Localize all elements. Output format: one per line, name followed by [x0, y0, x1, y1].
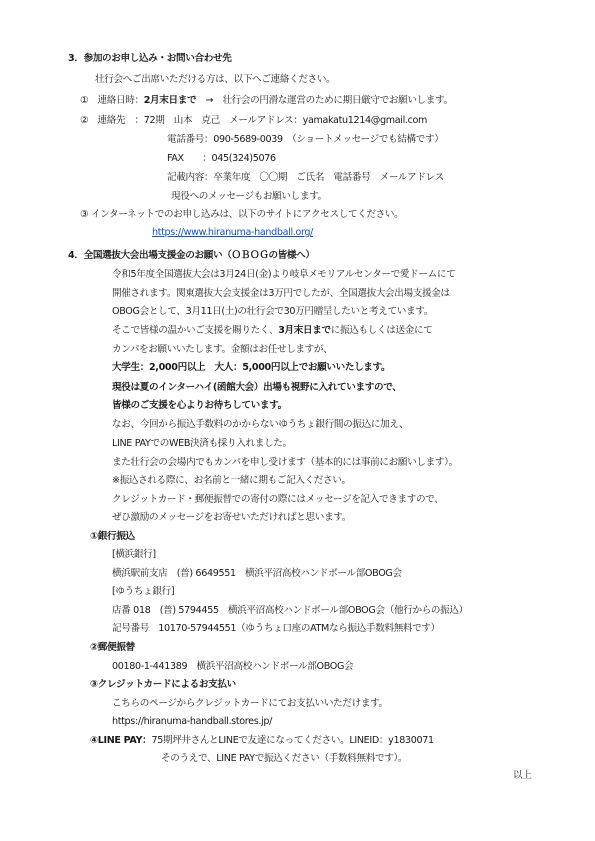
yucho-bank-account: 店番 018 (普) 5794455 横浜平沼高校ハンドボール部OBOG会（他行からの振込） [112, 605, 468, 616]
linepay-instruction: 75期坪井さんとLINEで友達になってください。LINEID：y1830071 [151, 735, 434, 746]
contact-deadline: 2月末日まで [143, 95, 197, 106]
postal-account: 00180-1-441389 横浜平沼高校ハンドボール部OBOG会 [112, 661, 354, 672]
paragraph-line: LINE PAYでのWEB決済も採り入れました。 [112, 438, 292, 449]
paragraph-line: ※振込される際に、お名前と一緒に期もご記入ください。 [112, 475, 351, 486]
section-3-heading: 3．参加のお申し込み・お問い合わせ先 [68, 53, 232, 64]
contact-deadline-line [80, 94, 453, 107]
paragraph-line [112, 324, 432, 337]
text-segment: そこで皆様の温かいご支援を賜りたく、 [112, 325, 279, 336]
internet-application: ③ インターネットでのお申し込みは、以下のサイトにアクセスしてください。 [80, 209, 404, 220]
donation-amount: 大学生：2,000円以上 大人：5,000円以上でお願いいたします。 [112, 362, 391, 373]
credit-card-heading: ③クレジットカードによるお支払い [90, 679, 236, 690]
linepay-note: そのうえで、LINE PAYで振込ください（手数料無料です）。 [161, 753, 408, 764]
contact-person: ② 連絡先 ：72期 山本 克己 メールアドレス：yamakatu1214@gmail.com [80, 115, 428, 126]
paragraph-line: ぜひ激励のメッセージをお寄せいただければと思います。 [112, 512, 351, 523]
current-team-line: 現役は夏のインターハイ(函館大会）出場も視野に入れていますので、 [112, 382, 402, 393]
postal-transfer-heading: ②郵便振替 [90, 642, 135, 653]
donation-deadline: 3月末日まで [278, 325, 331, 336]
paragraph-line: クレジットカード・郵便振替での寄付の際にはメッセージを記入できますので、 [112, 494, 444, 505]
text-segment: に振込もしくは送金にて [330, 325, 433, 336]
yokohama-bank-account: 横浜駅前支店 (普) 6649551 横浜平沼高校ハンドボール部OBOG会 [112, 568, 402, 579]
yokohama-bank-label: [横浜銀行] [112, 549, 156, 560]
contact-deadline-note: → 壮行会の円滑な運営のために期日厳守でお願いします。 [196, 95, 453, 106]
linepay-line [90, 734, 434, 747]
current-team-line: 皆様のご支援を心よりお待ちしています。 [112, 400, 287, 411]
section-4-heading: 4．全国選抜大会出場支援金のお願い（ＯＢＯＧの皆様へ） [68, 250, 315, 261]
bank-transfer-heading: ①銀行振込 [90, 531, 135, 542]
contact-message-note: 現役へのメッセージもお願いします。 [171, 191, 327, 202]
contact-deadline-label: ① 連絡日時： [80, 95, 144, 106]
contact-contents: 記載内容：卒業年度 〇〇期 ご氏名 電話番号 メールアドレス [167, 172, 444, 183]
paragraph-line: 令和5年度全国選抜大会は3月24日(金)より岐阜メモリアルセンターで愛ドームにて [112, 269, 456, 280]
website-link[interactable]: https://www.hiranuma-handball.org/ [152, 227, 314, 238]
closing-mark: 以上 [513, 770, 532, 781]
section-3-intro: 壮行会へご出席いただける方は、以下へご連絡ください。 [95, 74, 336, 85]
linepay-heading: ④LINE PAY： [90, 735, 152, 746]
contact-phone: 電話番号：090-5689-0039 （ショートメッセージでも結構です） [167, 134, 444, 145]
paragraph-line: 開催されます。関東選抜大会支援金は3万円でしたが、全国選抜大会出場支援金は [112, 288, 450, 299]
store-link[interactable]: https://hiranuma-handball.stores.jp/ [112, 716, 272, 727]
credit-card-text: こちらのページからクレジットカードにてお支払いいただけます。 [112, 698, 388, 709]
yucho-bank-label: [ゆうちょ銀行] [112, 586, 175, 597]
paragraph-line: OBOG会として、3月11日(土)の壮行会で30万円贈呈したいと考えています。 [112, 306, 433, 317]
paragraph-line: また壮行会の会場内でもカンパを申し受けます（基本的には事前にお願いします）。 [112, 457, 458, 468]
contact-fax: FAX ：045(324)5076 [167, 153, 276, 164]
yucho-bank-symbol: 記号番号 10170-57944551（ゆうちょ口座のATMなら振込手数料無料です） [112, 623, 440, 634]
paragraph-line: なお、今回から振込手数料のかからないゆうちょ銀行間の振込に加え、 [112, 419, 409, 430]
paragraph-line: カンパをお願いいたします。金額はお任せしますが、 [112, 344, 333, 355]
